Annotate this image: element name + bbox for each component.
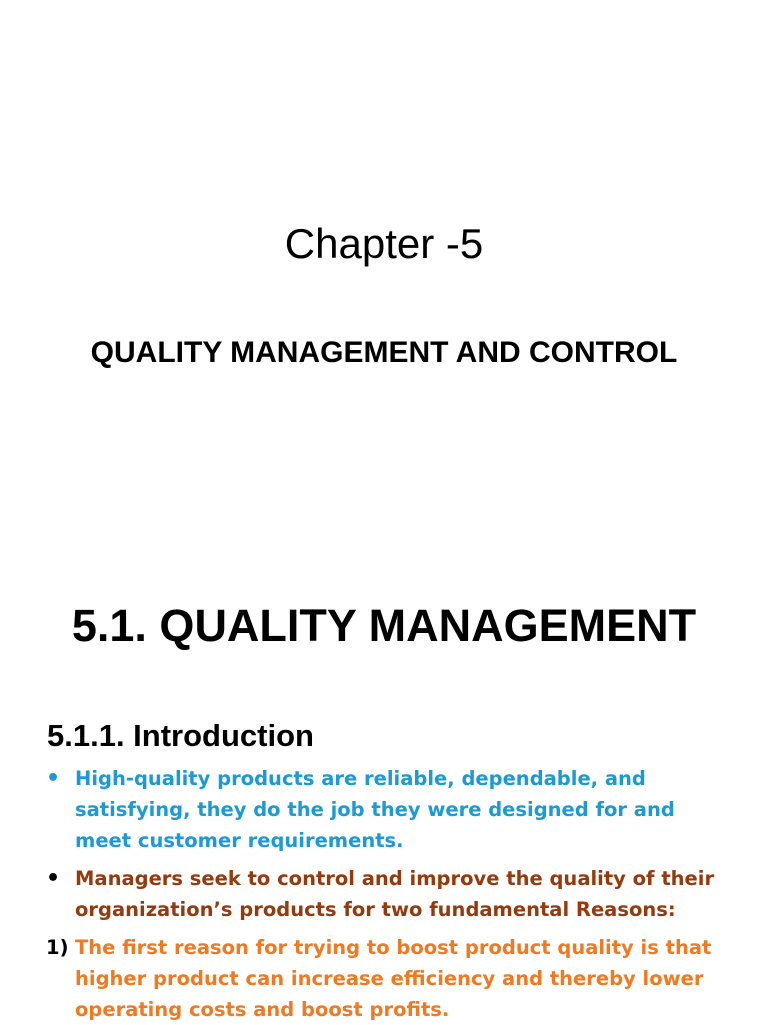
chapter-title: Chapter -5: [284, 220, 484, 267]
bullet-marker: •: [46, 766, 61, 791]
bullet-item-managers: [46, 863, 736, 925]
bullet-text: Managers seek to control and improve the quality of their organization’s products for two fundamental Reasons:: [75, 867, 715, 921]
numbered-item-first-reason: [46, 932, 736, 1025]
bullet-marker: •: [46, 866, 61, 891]
subsection-title: 5.1.1. Introduction: [47, 718, 314, 753]
numbered-text: The first reason for trying to boost product quality is that higher product can increase efficiency and thereby lower operating costs and boost profits.: [75, 936, 712, 1021]
chapter-subtitle: QUALITY MANAGEMENT AND CONTROL: [90, 336, 678, 369]
bullet-text: High-quality products are reliable, dependable, and satisfying, they do the job they were designed for and meet customer requirements.: [75, 767, 675, 852]
section-title: 5.1. QUALITY MANAGEMENT: [71, 600, 697, 651]
bullet-list: [46, 763, 736, 1025]
bullet-item-high-quality: [46, 763, 736, 856]
number-marker: 1): [46, 936, 69, 959]
